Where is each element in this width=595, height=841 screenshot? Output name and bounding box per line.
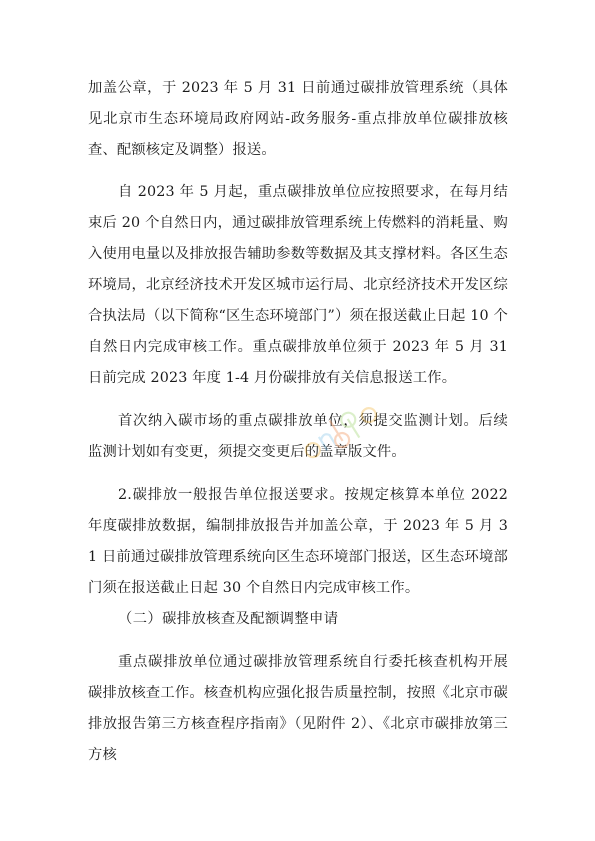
paragraph-continuation: 加盖公章，于 2023 年 5 月 31 日前通过碳排放管理系统（具体见北京市生态环境局政府网站-政务服务-重点排放单位碳排放核查、配额核定及调整）报送。: [88, 80, 508, 158]
paragraph-verification: 重点碳排放单位通过碳排放管理系统自行委托核查机构开展碳排放核查工作。核查机构应强化报告质量控制，按照《北京市碳排放报告第三方核查程序指南》（见附件 2）、《北京市碳排放第三方核: [88, 654, 508, 763]
paragraph-general-reporting-units: 2.碳排放一般报告单位报送要求。按规定核算本单位 2022 年度碳排放数据，编制排放报告并加盖公章，于 2023 年 5 月 31 日前通过碳排放管理系统向区生态环境部门报送，区生态环境部门须在报送截止日起 30 个自然日内完成审核工作。: [88, 487, 508, 596]
paragraph-monitoring-plan: 首次纳入碳市场的重点碳排放单位，须提交监测计划。后续监测计划如有变更，须提交变更后的盖章版文件。: [88, 413, 508, 460]
section-heading-verification: （二）碳排放核查及配额调整申请: [118, 611, 339, 627]
paragraph-monthly-reporting: 自 2023 年 5 月起，重点碳排放单位应按照要求，在每月结束后 20 个自然日内，通过碳排放管理系统上传燃料的消耗量、购入使用电量以及排放报告辅助参数等数据及其支撑材料。各区生态环境局，北京经济技术开发区城市运行局、北京经济技术开发区综合执法局（以下简称“区生态环境部门”）须在报送截止日起 10 个自然日内完成审核工作。重点碳排放单位须于 2023 年 5 月 31 日前完成 2023 年度 1-4 月份碳排放有关信息报送工作。: [88, 184, 508, 386]
document-body: [88, 73, 508, 771]
